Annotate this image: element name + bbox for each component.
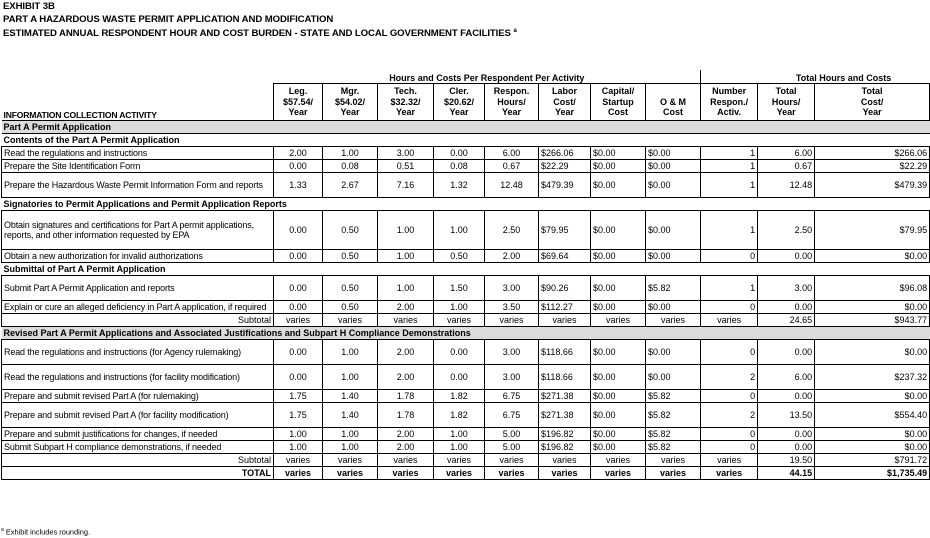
column-header [815,84,930,121]
table-cell: 0.50 [323,276,378,301]
table-cell: varies [434,454,485,467]
column-header-line: $57.54/ [282,96,314,107]
table-cell: $0.00 [591,428,646,441]
column-header-line: Year [862,107,882,118]
section-header-row [2,121,930,134]
table-cell: $0.00 [646,147,701,160]
table-cell: 0.00 [274,340,323,365]
table-cell: 6.00 [758,365,815,390]
table-row [2,441,930,454]
table-cell: 1 [701,211,758,250]
table-cell: $266.06 [815,147,930,160]
activity-label: Prepare the Hazardous Waste Permit Information Form and reports [2,173,274,198]
table-row [2,276,930,301]
column-header-line: Total [861,86,883,97]
subsection-header-row [2,134,930,147]
table-cell: $479.39 [539,173,591,198]
table-row [2,147,930,160]
table-cell: $0.00 [646,160,701,173]
activity-label: Read the regulations and instructions [2,147,274,160]
table-cell: 0.00 [758,340,815,365]
table-cell: 0.00 [758,301,815,314]
table-cell: varies [378,314,434,327]
table-cell: 2.00 [378,340,434,365]
grand-total-row [2,467,930,480]
table-cell: varies [485,467,539,480]
table-cell: $79.95 [815,211,930,250]
table-cell: varies [591,314,646,327]
table-cell: 2.50 [758,211,815,250]
table-cell: 6.00 [485,147,539,160]
column-header-line: Hours/ [497,96,526,107]
table-cell: 24.65 [758,314,815,327]
table-cell: $0.00 [646,173,701,198]
table-cell: 0.00 [274,211,323,250]
column-header-line: Labor [551,86,577,97]
table-cell: varies [646,454,701,467]
column-header-line: Year [554,107,575,118]
table-cell: $0.00 [591,173,646,198]
table-cell: 3.00 [485,276,539,301]
table-cell: $5.82 [646,276,701,301]
table-cell: 1.00 [378,276,434,301]
table-cell: $554.40 [815,403,930,428]
column-header-line: Total [775,86,797,97]
column-header-line: Year [288,107,308,118]
table-row [2,365,930,390]
table-cell: 2.00 [485,250,539,263]
activity-label: Prepare and submit revised Part A (for rulemaking) [2,390,274,403]
table-cell: 2.00 [378,441,434,454]
activity-label: Obtain a new authorization for invalid authorizations [2,250,274,263]
table-cell: 1.82 [434,390,485,403]
table-cell: 0.50 [323,301,378,314]
subtotal-row [2,454,930,467]
table-cell: $0.00 [591,147,646,160]
table-cell: $479.39 [815,173,930,198]
table-cell: varies [646,467,701,480]
column-header-line: $54.02/ [334,96,366,107]
burden-table [1,70,930,480]
column-header [485,84,539,121]
table-cell: 12.48 [485,173,539,198]
table-cell: varies [485,454,539,467]
table-cell: 1.78 [378,403,434,428]
group-header-row [2,70,930,84]
table-cell: 0 [701,301,758,314]
table-cell: 0.00 [434,365,485,390]
table-cell: 1.32 [434,173,485,198]
table-cell: $196.82 [539,441,591,454]
column-header-line: Leg. [288,86,308,97]
table-cell: $0.00 [591,365,646,390]
table-cell: 0.51 [378,160,434,173]
table-cell: 1.50 [434,276,485,301]
table-row [2,390,930,403]
table-cell: 1.00 [378,211,434,250]
table-cell: varies [485,314,539,327]
activity-label: Read the regulations and instructions (for Agency rulemaking) [2,340,274,365]
table-cell: $0.00 [646,340,701,365]
table-cell: varies [274,314,323,327]
table-cell: 0.00 [758,428,815,441]
table-cell: 0 [701,340,758,365]
table-cell: $0.00 [591,403,646,428]
table-cell: $112.27 [539,301,591,314]
table-cell: 6.75 [485,403,539,428]
table-cell: $5.82 [646,390,701,403]
table-row [2,160,930,173]
table-cell: $0.00 [646,365,701,390]
column-header-line: O & M [660,96,687,107]
table-cell: 1 [701,276,758,301]
table-cell: $0.00 [815,390,930,403]
table-cell: varies [323,467,378,480]
table-cell: 0.67 [758,160,815,173]
table-cell: 3.00 [485,365,539,390]
table-cell: 0.00 [758,390,815,403]
table-cell: varies [591,467,646,480]
table-cell: varies [539,314,591,327]
column-header [434,84,485,121]
table-cell: $5.82 [646,441,701,454]
column-header-line: Number [712,86,747,97]
table-cell: 13.50 [758,403,815,428]
table-cell: varies [274,454,323,467]
per-respondent-group-header: Hours and Costs Per Respondent Per Activity [274,70,701,84]
table-cell: 12.48 [758,173,815,198]
table-cell: $5.82 [646,428,701,441]
column-header-line: Year [501,107,522,118]
table-cell: $0.00 [591,276,646,301]
table-cell: 0.00 [434,147,485,160]
table-cell: 1.00 [378,250,434,263]
table-cell: 1.78 [378,390,434,403]
column-header [701,84,758,121]
column-header [378,84,434,121]
table-row [2,301,930,314]
table-cell: 0.00 [758,441,815,454]
table-cell: 0 [701,428,758,441]
table-cell: 1 [701,147,758,160]
subtotal-row [2,314,930,327]
total-label: Subtotal [2,454,274,467]
table-cell: $271.38 [539,403,591,428]
section-title: Revised Part A Permit Applications and Associated Justifications and Subpart H Compliance Demonstrations [2,327,930,340]
table-cell: $1,735.49 [815,467,930,480]
table-cell: 3.00 [485,340,539,365]
subsection-title: Submittal of Part A Permit Application [2,263,930,276]
footnote [1,527,90,536]
table-cell: varies [701,467,758,480]
table-row [2,211,930,250]
exhibit-title: PART A HAZARDOUS WASTE PERMIT APPLICATION AND MODIFICATION [3,14,334,25]
table-cell: 1.00 [434,211,485,250]
table-cell: 0.00 [758,250,815,263]
activity-label: Read the regulations and instructions (for facility modification) [2,365,274,390]
table-cell: varies [323,454,378,467]
table-cell: 0.50 [434,250,485,263]
table-cell: 0.50 [323,211,378,250]
exhibit-number: EXHIBIT 3B [3,1,55,12]
table-cell: 0 [701,250,758,263]
table-cell: 1.33 [274,173,323,198]
table-cell: $0.00 [815,441,930,454]
table-cell: varies [378,454,434,467]
table-cell: $0.00 [646,301,701,314]
table-cell: $90.26 [539,276,591,301]
table-cell: $0.00 [591,301,646,314]
table-cell: 0 [701,390,758,403]
column-header-line: Hours/ [771,96,801,107]
table-cell: varies [646,314,701,327]
table-cell: 6.75 [485,390,539,403]
table-cell: 2.00 [274,147,323,160]
table-cell: 1.00 [323,428,378,441]
column-header-line: Cost/ [553,96,576,107]
table-row [2,428,930,441]
table-cell: 0.00 [274,365,323,390]
column-header-line: Cost [608,107,628,118]
table-cell: $22.29 [539,160,591,173]
table-cell: 2.00 [378,365,434,390]
table-cell: 7.16 [378,173,434,198]
column-header-line: Respon./ [710,96,749,107]
subsection-header-row [2,198,930,211]
table-cell: 6.00 [758,147,815,160]
table-cell: varies [539,467,591,480]
table-cell: $0.00 [591,441,646,454]
column-header-line: $20.62/ [443,96,475,107]
table-cell: 0.00 [274,250,323,263]
table-cell: varies [434,314,485,327]
table-cell: $0.00 [646,211,701,250]
activity-label: Prepare and submit justifications for changes, if needed [2,428,274,441]
column-header-line: Cost [663,107,684,118]
column-header [646,84,701,121]
column-header-line: Cler. [449,86,469,97]
table-cell: $0.00 [591,390,646,403]
table-cell: 5.00 [485,441,539,454]
table-cell: 1 [701,173,758,198]
column-header-line: Startup [602,96,634,107]
column-header-line: Tech. [394,86,417,97]
table-cell: $5.82 [646,403,701,428]
subtitle-footnote-mark: a [513,28,517,34]
table-cell: 1.82 [434,403,485,428]
subsection-header-row [2,263,930,276]
footnote-mark: a [1,527,4,533]
table-cell: varies [378,467,434,480]
table-cell: $943.77 [815,314,930,327]
table-cell: varies [434,467,485,480]
table-cell: 3.50 [485,301,539,314]
footnote-text: Exhibit includes rounding. [5,527,91,537]
activity-label: Obtain signatures and certifications for Part A permit applications, reports, and other information requested by EPA [2,211,274,250]
table-cell: 2.50 [485,211,539,250]
exhibit-subtitle-text: ESTIMATED ANNUAL RESPONDENT HOUR AND COST BURDEN - STATE AND LOCAL GOVERNMENT FACILITIES [3,28,511,40]
subsection-title: Signatories to Permit Applications and Permit Application Reports [2,198,930,211]
exhibit-subtitle [3,28,517,39]
table-cell: 0.08 [323,160,378,173]
table-cell: 19.50 [758,454,815,467]
table-cell: 1.40 [323,390,378,403]
table-cell: 3.00 [378,147,434,160]
section-title: Part A Permit Application [2,121,930,134]
table-cell: 1.00 [323,340,378,365]
table-cell: 1.00 [434,301,485,314]
column-header-line [648,86,698,97]
column-header-line: Respon. [493,86,530,97]
table-cell: 0.50 [323,250,378,263]
table-cell: $69.64 [539,250,591,263]
column-header-line: Year [776,107,796,118]
table-cell: $96.08 [815,276,930,301]
table-cell: 2.00 [378,428,434,441]
column-header-line: Mgr. [340,86,360,97]
activity-label: Prepare the Site Identification Form [2,160,274,173]
table-cell: 0.00 [274,160,323,173]
table-cell: $118.66 [539,365,591,390]
table-cell: 1.75 [274,403,323,428]
column-header-line: Year [449,107,469,118]
column-header [274,84,323,121]
table-cell: 0.00 [274,301,323,314]
column-header-line: Cost/ [860,96,884,107]
table-cell: 2 [701,365,758,390]
activity-column-header: INFORMATION COLLECTION ACTIVITY [3,109,157,120]
table-cell: 1.75 [274,390,323,403]
table-cell: varies [539,454,591,467]
table-cell: 3.00 [758,276,815,301]
table-cell: 1.00 [323,147,378,160]
table-cell: varies [701,454,758,467]
table-cell: $0.00 [591,340,646,365]
column-header [539,84,591,121]
table-cell: $196.82 [539,428,591,441]
table-cell: 2 [701,403,758,428]
table-cell: 5.00 [485,428,539,441]
table-cell: $271.38 [539,390,591,403]
table-body [2,121,930,480]
table-cell: 1.00 [323,365,378,390]
table-cell: 2.67 [323,173,378,198]
table-cell: 0.00 [434,340,485,365]
activity-label: Submit Part A Permit Application and reports [2,276,274,301]
table-cell: $791.72 [815,454,930,467]
total-group-header: Total Hours and Costs [758,70,930,84]
table-cell: 1.00 [434,441,485,454]
table-cell: $0.00 [815,250,930,263]
table-cell: 1.00 [274,441,323,454]
table-cell: 0 [701,441,758,454]
table-cell: 1.00 [274,428,323,441]
column-header [758,84,815,121]
table-cell: varies [323,314,378,327]
table-cell: varies [274,467,323,480]
column-header-line: Year [340,107,360,118]
table-cell: 1.40 [323,403,378,428]
section-header-row [2,327,930,340]
table-cell: $0.00 [591,160,646,173]
table-cell: 1.00 [323,441,378,454]
column-header-line: Activ. [717,107,742,118]
table-cell: 1.00 [434,428,485,441]
table-cell: 2.00 [378,301,434,314]
table-cell: 1 [701,160,758,173]
column-header-line: Year [395,107,416,118]
table-row [2,340,930,365]
table-cell: varies [591,454,646,467]
activity-label: Prepare and submit revised Part A (for facility modification) [2,403,274,428]
column-header-line: $32.32/ [390,96,421,107]
table-cell: $22.29 [815,160,930,173]
table-cell: varies [701,314,758,327]
activity-label: Submit Subpart H compliance demonstrations, if needed [2,441,274,454]
column-header [591,84,646,121]
table-cell: $266.06 [539,147,591,160]
table-row [2,173,930,198]
table-cell: $79.95 [539,211,591,250]
table-cell: $0.00 [815,428,930,441]
activity-label: Explain or cure an alleged deficiency in Part A application, if required [2,301,274,314]
table-cell: $0.00 [815,340,930,365]
table-cell: $0.00 [591,250,646,263]
table-cell: 0.67 [485,160,539,173]
table-cell: 0.08 [434,160,485,173]
table-cell: $0.00 [646,250,701,263]
table-cell: $118.66 [539,340,591,365]
column-header [323,84,378,121]
column-header-line: Capital/ [601,86,635,97]
column-header-row [2,84,930,121]
table-cell: $237.32 [815,365,930,390]
table-cell: $0.00 [591,211,646,250]
table-row [2,403,930,428]
table-cell: $0.00 [815,301,930,314]
total-label: TOTAL [2,467,274,480]
table-cell: 44.15 [758,467,815,480]
table-row [2,250,930,263]
total-label: Subtotal [2,314,274,327]
subsection-title: Contents of the Part A Permit Application [2,134,930,147]
table-cell: 0.00 [274,276,323,301]
